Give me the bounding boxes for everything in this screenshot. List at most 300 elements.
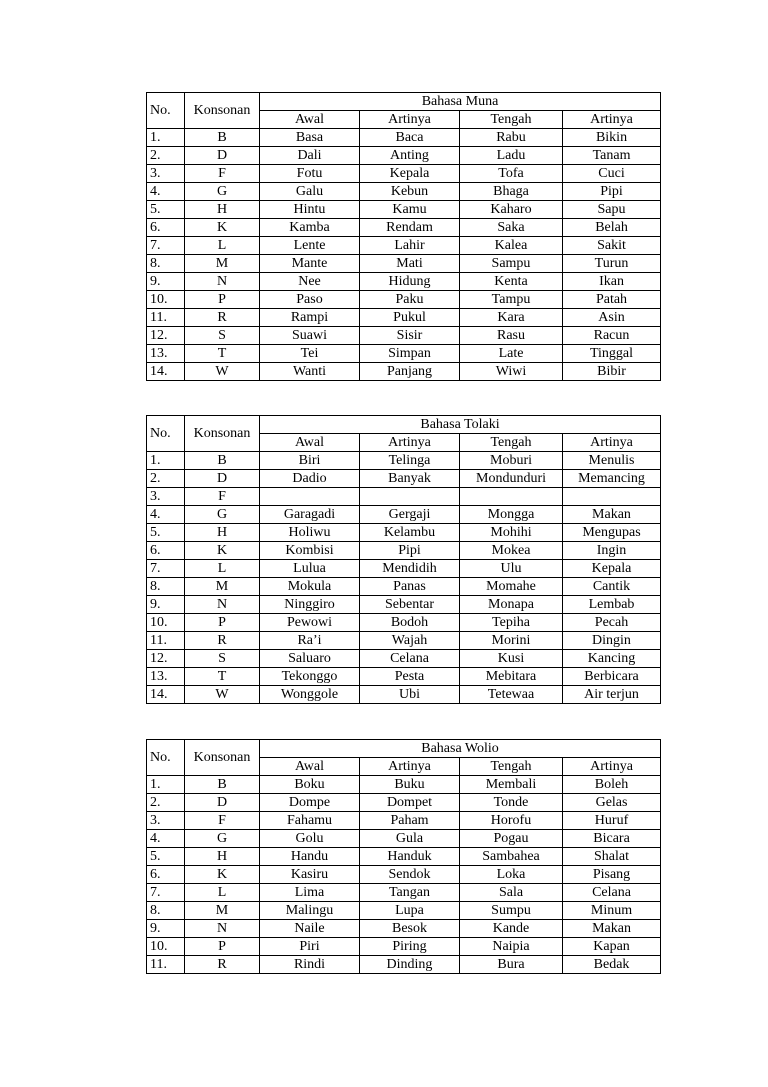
row-awal: Paso xyxy=(260,291,360,309)
header-tengah: Tengah xyxy=(460,758,563,776)
table-row xyxy=(147,506,661,524)
row-konsonan: P xyxy=(185,291,260,309)
table-row xyxy=(147,938,661,956)
row-artinya-awal: Dompet xyxy=(360,794,460,812)
row-artinya-awal: Panas xyxy=(360,578,460,596)
row-tengah: Ulu xyxy=(460,560,563,578)
row-artinya-tengah: Menulis xyxy=(563,452,661,470)
row-konsonan: T xyxy=(185,668,260,686)
table-row xyxy=(147,219,661,237)
row-konsonan: M xyxy=(185,578,260,596)
row-konsonan: D xyxy=(185,794,260,812)
row-konsonan: L xyxy=(185,560,260,578)
row-awal: Lente xyxy=(260,237,360,255)
row-artinya-tengah: Pisang xyxy=(563,866,661,884)
row-konsonan: L xyxy=(185,237,260,255)
row-awal: Mante xyxy=(260,255,360,273)
table-row xyxy=(147,327,661,345)
row-artinya-tengah: Pecah xyxy=(563,614,661,632)
row-awal: Rindi xyxy=(260,956,360,974)
row-artinya-tengah: Bikin xyxy=(563,129,661,147)
row-artinya-awal: Kepala xyxy=(360,165,460,183)
row-tengah: Kaharo xyxy=(460,201,563,219)
row-awal: Wanti xyxy=(260,363,360,381)
table-row xyxy=(147,183,661,201)
row-awal: Fahamu xyxy=(260,812,360,830)
row-no: 10. xyxy=(147,614,185,632)
row-tengah: Bura xyxy=(460,956,563,974)
row-artinya-awal: Dinding xyxy=(360,956,460,974)
row-artinya-tengah: Asin xyxy=(563,309,661,327)
row-tengah: Sumpu xyxy=(460,902,563,920)
row-no: 8. xyxy=(147,255,185,273)
row-tengah: Mongga xyxy=(460,506,563,524)
row-awal: Hintu xyxy=(260,201,360,219)
table-row xyxy=(147,884,661,902)
row-awal: Saluaro xyxy=(260,650,360,668)
table-row xyxy=(147,668,661,686)
row-tengah: Kara xyxy=(460,309,563,327)
table-row xyxy=(147,776,661,794)
row-no: 7. xyxy=(147,560,185,578)
row-no: 6. xyxy=(147,866,185,884)
row-awal: Ra’i xyxy=(260,632,360,650)
row-konsonan: P xyxy=(185,614,260,632)
row-tengah: Kusi xyxy=(460,650,563,668)
header-konsonan: Konsonan xyxy=(185,93,260,129)
row-tengah: Bhaga xyxy=(460,183,563,201)
row-awal: Pewowi xyxy=(260,614,360,632)
row-awal: Dadio xyxy=(260,470,360,488)
row-artinya-tengah xyxy=(563,488,661,506)
row-tengah: Tofa xyxy=(460,165,563,183)
row-artinya-awal: Handuk xyxy=(360,848,460,866)
header-row xyxy=(147,93,661,111)
row-artinya-tengah: Racun xyxy=(563,327,661,345)
row-konsonan: P xyxy=(185,938,260,956)
table-row xyxy=(147,812,661,830)
row-awal: Kamba xyxy=(260,219,360,237)
header-awal: Awal xyxy=(260,758,360,776)
row-no: 6. xyxy=(147,542,185,560)
row-awal: Suawi xyxy=(260,327,360,345)
row-tengah: Monapa xyxy=(460,596,563,614)
row-tengah: Sampu xyxy=(460,255,563,273)
row-konsonan: D xyxy=(185,470,260,488)
row-tengah: Mokea xyxy=(460,542,563,560)
row-awal: Galu xyxy=(260,183,360,201)
table-row xyxy=(147,147,661,165)
table-row xyxy=(147,848,661,866)
row-konsonan: B xyxy=(185,776,260,794)
row-awal: Tekonggo xyxy=(260,668,360,686)
table-row xyxy=(147,866,661,884)
row-awal: Rampi xyxy=(260,309,360,327)
header-awal: Awal xyxy=(260,111,360,129)
row-tengah: Kande xyxy=(460,920,563,938)
header-artinya: Artinya xyxy=(360,111,460,129)
table-row xyxy=(147,345,661,363)
row-tengah: Late xyxy=(460,345,563,363)
table-bahasa-tolaki xyxy=(146,415,661,704)
header-konsonan: Konsonan xyxy=(185,740,260,776)
row-awal: Dompe xyxy=(260,794,360,812)
row-artinya-awal: Sendok xyxy=(360,866,460,884)
row-artinya-awal: Pipi xyxy=(360,542,460,560)
table-row xyxy=(147,129,661,147)
row-tengah: Pogau xyxy=(460,830,563,848)
row-tengah: Tetewaa xyxy=(460,686,563,704)
row-awal: Tei xyxy=(260,345,360,363)
row-tengah: Momahe xyxy=(460,578,563,596)
row-no: 9. xyxy=(147,920,185,938)
row-artinya-awal: Gula xyxy=(360,830,460,848)
table-title: Bahasa Tolaki xyxy=(260,416,661,434)
table-bahasa-wolio xyxy=(146,739,661,974)
header-artinya: Artinya xyxy=(360,434,460,452)
table-row xyxy=(147,542,661,560)
row-tengah: Loka xyxy=(460,866,563,884)
row-no: 10. xyxy=(147,291,185,309)
row-artinya-awal: Piring xyxy=(360,938,460,956)
row-no: 4. xyxy=(147,830,185,848)
table-row xyxy=(147,560,661,578)
row-konsonan: H xyxy=(185,201,260,219)
table-row xyxy=(147,237,661,255)
table-row xyxy=(147,309,661,327)
table-row xyxy=(147,201,661,219)
row-no: 7. xyxy=(147,884,185,902)
row-awal: Lulua xyxy=(260,560,360,578)
row-artinya-tengah: Bedak xyxy=(563,956,661,974)
row-no: 3. xyxy=(147,488,185,506)
header-artinya: Artinya xyxy=(360,758,460,776)
row-artinya-awal: Sebentar xyxy=(360,596,460,614)
row-artinya-awal: Anting xyxy=(360,147,460,165)
row-tengah: Rabu xyxy=(460,129,563,147)
row-artinya-tengah: Cantik xyxy=(563,578,661,596)
row-konsonan: R xyxy=(185,956,260,974)
row-konsonan: G xyxy=(185,830,260,848)
row-artinya-awal: Bodoh xyxy=(360,614,460,632)
row-artinya-awal: Banyak xyxy=(360,470,460,488)
table-row xyxy=(147,920,661,938)
row-awal: Malingu xyxy=(260,902,360,920)
row-tengah: Tampu xyxy=(460,291,563,309)
table-row xyxy=(147,632,661,650)
table-row xyxy=(147,291,661,309)
table-row xyxy=(147,363,661,381)
row-awal: Basa xyxy=(260,129,360,147)
table-bahasa-muna xyxy=(146,92,661,381)
row-tengah: Kenta xyxy=(460,273,563,291)
row-artinya-tengah: Celana xyxy=(563,884,661,902)
row-tengah: Ladu xyxy=(460,147,563,165)
row-artinya-awal xyxy=(360,488,460,506)
row-no: 2. xyxy=(147,470,185,488)
row-artinya-awal: Ubi xyxy=(360,686,460,704)
row-no: 14. xyxy=(147,363,185,381)
row-artinya-tengah: Turun xyxy=(563,255,661,273)
row-no: 1. xyxy=(147,452,185,470)
row-tengah: Tonde xyxy=(460,794,563,812)
row-konsonan: S xyxy=(185,327,260,345)
row-artinya-awal: Lahir xyxy=(360,237,460,255)
row-no: 5. xyxy=(147,524,185,542)
row-tengah: Sambahea xyxy=(460,848,563,866)
row-artinya-awal: Paham xyxy=(360,812,460,830)
row-konsonan: M xyxy=(185,255,260,273)
header-artinya: Artinya xyxy=(563,758,661,776)
row-artinya-awal: Baca xyxy=(360,129,460,147)
row-no: 5. xyxy=(147,848,185,866)
row-tengah: Horofu xyxy=(460,812,563,830)
row-artinya-tengah: Kepala xyxy=(563,560,661,578)
row-awal: Dali xyxy=(260,147,360,165)
row-artinya-tengah: Bibir xyxy=(563,363,661,381)
row-artinya-tengah: Huruf xyxy=(563,812,661,830)
row-artinya-awal: Kamu xyxy=(360,201,460,219)
row-artinya-awal: Rendam xyxy=(360,219,460,237)
table-row xyxy=(147,273,661,291)
row-konsonan: K xyxy=(185,866,260,884)
row-awal: Wonggole xyxy=(260,686,360,704)
row-artinya-awal: Buku xyxy=(360,776,460,794)
row-awal: Golu xyxy=(260,830,360,848)
header-konsonan: Konsonan xyxy=(185,416,260,452)
row-artinya-awal: Kebun xyxy=(360,183,460,201)
table-title: Bahasa Muna xyxy=(260,93,661,111)
row-awal: Piri xyxy=(260,938,360,956)
row-konsonan: M xyxy=(185,902,260,920)
row-no: 1. xyxy=(147,129,185,147)
row-awal: Boku xyxy=(260,776,360,794)
row-artinya-awal: Lupa xyxy=(360,902,460,920)
row-artinya-tengah: Ingin xyxy=(563,542,661,560)
row-no: 11. xyxy=(147,309,185,327)
row-artinya-awal: Kelambu xyxy=(360,524,460,542)
row-artinya-awal: Besok xyxy=(360,920,460,938)
row-no: 9. xyxy=(147,596,185,614)
row-artinya-tengah: Ikan xyxy=(563,273,661,291)
row-artinya-tengah: Kapan xyxy=(563,938,661,956)
row-no: 12. xyxy=(147,327,185,345)
row-konsonan: H xyxy=(185,524,260,542)
header-tengah: Tengah xyxy=(460,111,563,129)
table-row xyxy=(147,596,661,614)
row-no: 12. xyxy=(147,650,185,668)
row-tengah: Morini xyxy=(460,632,563,650)
row-awal xyxy=(260,488,360,506)
row-awal: Naile xyxy=(260,920,360,938)
row-tengah: Mebitara xyxy=(460,668,563,686)
table-row xyxy=(147,902,661,920)
table-row xyxy=(147,165,661,183)
row-konsonan: L xyxy=(185,884,260,902)
row-no: 6. xyxy=(147,219,185,237)
header-awal: Awal xyxy=(260,434,360,452)
row-awal: Mokula xyxy=(260,578,360,596)
row-no: 2. xyxy=(147,794,185,812)
row-no: 11. xyxy=(147,632,185,650)
table-row xyxy=(147,255,661,273)
row-artinya-tengah: Pipi xyxy=(563,183,661,201)
row-konsonan: T xyxy=(185,345,260,363)
row-artinya-tengah: Mengupas xyxy=(563,524,661,542)
row-konsonan: F xyxy=(185,165,260,183)
row-konsonan: N xyxy=(185,920,260,938)
row-no: 2. xyxy=(147,147,185,165)
row-no: 3. xyxy=(147,812,185,830)
row-konsonan: G xyxy=(185,183,260,201)
row-artinya-awal: Gergaji xyxy=(360,506,460,524)
row-artinya-awal: Tangan xyxy=(360,884,460,902)
header-no: No. xyxy=(147,416,185,452)
row-konsonan: W xyxy=(185,363,260,381)
row-artinya-awal: Pesta xyxy=(360,668,460,686)
header-no: No. xyxy=(147,93,185,129)
row-tengah: Rasu xyxy=(460,327,563,345)
row-artinya-tengah: Belah xyxy=(563,219,661,237)
row-konsonan: N xyxy=(185,596,260,614)
table-row xyxy=(147,614,661,632)
row-no: 4. xyxy=(147,506,185,524)
header-row xyxy=(147,740,661,758)
row-tengah: Membali xyxy=(460,776,563,794)
row-artinya-tengah: Kancing xyxy=(563,650,661,668)
row-konsonan: B xyxy=(185,129,260,147)
row-tengah: Saka xyxy=(460,219,563,237)
row-artinya-tengah: Makan xyxy=(563,920,661,938)
row-konsonan: N xyxy=(185,273,260,291)
row-no: 7. xyxy=(147,237,185,255)
row-konsonan: K xyxy=(185,542,260,560)
row-awal: Kasiru xyxy=(260,866,360,884)
row-konsonan: R xyxy=(185,632,260,650)
row-awal: Fotu xyxy=(260,165,360,183)
row-konsonan: B xyxy=(185,452,260,470)
row-artinya-tengah: Makan xyxy=(563,506,661,524)
row-konsonan: G xyxy=(185,506,260,524)
row-artinya-tengah: Sapu xyxy=(563,201,661,219)
row-artinya-awal: Hidung xyxy=(360,273,460,291)
row-artinya-tengah: Memancing xyxy=(563,470,661,488)
table-row xyxy=(147,956,661,974)
row-tengah: Tepiha xyxy=(460,614,563,632)
row-konsonan: H xyxy=(185,848,260,866)
row-no: 8. xyxy=(147,902,185,920)
header-tengah: Tengah xyxy=(460,434,563,452)
row-tengah: Mohihi xyxy=(460,524,563,542)
header-no: No. xyxy=(147,740,185,776)
row-artinya-awal: Telinga xyxy=(360,452,460,470)
row-artinya-awal: Wajah xyxy=(360,632,460,650)
row-artinya-awal: Mati xyxy=(360,255,460,273)
row-artinya-tengah: Cuci xyxy=(563,165,661,183)
table-row xyxy=(147,686,661,704)
row-no: 5. xyxy=(147,201,185,219)
row-tengah: Wiwi xyxy=(460,363,563,381)
row-konsonan: S xyxy=(185,650,260,668)
row-artinya-tengah: Sakit xyxy=(563,237,661,255)
row-no: 14. xyxy=(147,686,185,704)
row-awal: Lima xyxy=(260,884,360,902)
row-awal: Nee xyxy=(260,273,360,291)
row-artinya-awal: Paku xyxy=(360,291,460,309)
row-konsonan: W xyxy=(185,686,260,704)
row-no: 8. xyxy=(147,578,185,596)
row-artinya-tengah: Lembab xyxy=(563,596,661,614)
row-tengah: Mondunduri xyxy=(460,470,563,488)
header-row xyxy=(147,416,661,434)
row-artinya-tengah: Berbicara xyxy=(563,668,661,686)
table-title: Bahasa Wolio xyxy=(260,740,661,758)
row-tengah: Naipia xyxy=(460,938,563,956)
table-row xyxy=(147,794,661,812)
header-artinya: Artinya xyxy=(563,434,661,452)
row-artinya-awal: Sisir xyxy=(360,327,460,345)
row-artinya-tengah: Patah xyxy=(563,291,661,309)
row-artinya-tengah: Gelas xyxy=(563,794,661,812)
row-no: 13. xyxy=(147,668,185,686)
row-no: 13. xyxy=(147,345,185,363)
row-awal: Handu xyxy=(260,848,360,866)
row-artinya-awal: Celana xyxy=(360,650,460,668)
row-artinya-tengah: Shalat xyxy=(563,848,661,866)
row-artinya-tengah: Boleh xyxy=(563,776,661,794)
row-artinya-tengah: Dingin xyxy=(563,632,661,650)
row-no: 3. xyxy=(147,165,185,183)
header-artinya: Artinya xyxy=(563,111,661,129)
table-row xyxy=(147,578,661,596)
table-row xyxy=(147,650,661,668)
row-artinya-tengah: Tanam xyxy=(563,147,661,165)
row-no: 4. xyxy=(147,183,185,201)
row-no: 10. xyxy=(147,938,185,956)
row-artinya-awal: Pukul xyxy=(360,309,460,327)
row-no: 1. xyxy=(147,776,185,794)
row-awal: Kombisi xyxy=(260,542,360,560)
row-artinya-tengah: Bicara xyxy=(563,830,661,848)
row-tengah: Sala xyxy=(460,884,563,902)
row-awal: Garagadi xyxy=(260,506,360,524)
row-konsonan: D xyxy=(185,147,260,165)
row-tengah xyxy=(460,488,563,506)
row-no: 9. xyxy=(147,273,185,291)
row-tengah: Kalea xyxy=(460,237,563,255)
row-awal: Ninggiro xyxy=(260,596,360,614)
row-konsonan: K xyxy=(185,219,260,237)
row-konsonan: F xyxy=(185,812,260,830)
table-row xyxy=(147,488,661,506)
row-artinya-awal: Simpan xyxy=(360,345,460,363)
table-row xyxy=(147,452,661,470)
row-artinya-tengah: Tinggal xyxy=(563,345,661,363)
row-awal: Biri xyxy=(260,452,360,470)
row-awal: Holiwu xyxy=(260,524,360,542)
row-konsonan: R xyxy=(185,309,260,327)
row-no: 11. xyxy=(147,956,185,974)
row-artinya-tengah: Air terjun xyxy=(563,686,661,704)
row-artinya-awal: Mendidih xyxy=(360,560,460,578)
row-tengah: Moburi xyxy=(460,452,563,470)
table-row xyxy=(147,830,661,848)
row-artinya-awal: Panjang xyxy=(360,363,460,381)
row-konsonan: F xyxy=(185,488,260,506)
table-row xyxy=(147,470,661,488)
row-artinya-tengah: Minum xyxy=(563,902,661,920)
table-row xyxy=(147,524,661,542)
